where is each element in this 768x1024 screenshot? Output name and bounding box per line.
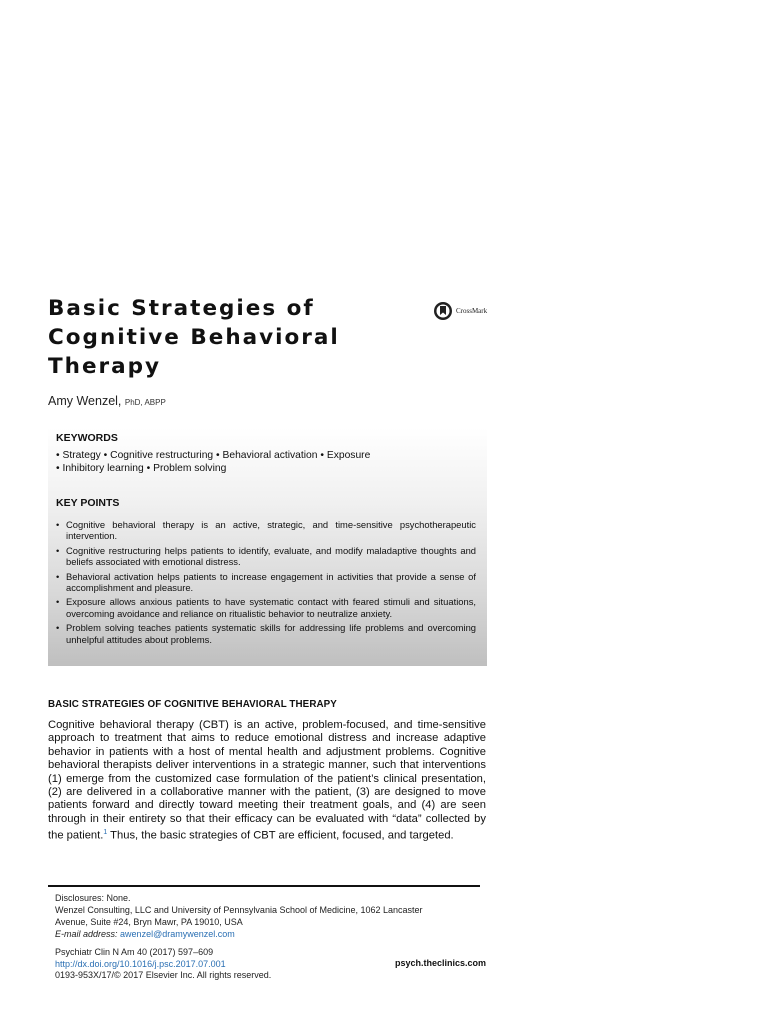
citation-link[interactable]: 1 [103,829,108,837]
title-line: Basic Strategies of [48,296,315,321]
keywords-keypoints-box [48,428,487,666]
doi-link[interactable]: http://dx.doi.org/10.1016/j.psc.2017.07.001 [55,959,226,969]
footnote-divider [48,885,480,887]
keywords-heading: KEYWORDS [56,432,118,444]
crossmark-icon [433,301,453,321]
body-paragraph: Cognitive behavioral therapy (CBT) is an active, problem-focused, and time-sensitive approach to treatment that aims to reduce emotional distress and increase adaptive behavior in patients with a host of mental health and adjustment problems. Cognitive behavioral therapists deliver interventions in a strategic manner, such that interventions (1) emerge from the customized case formulation of the patient’s clinical presentation, (2) are delivered in a collaborative manner with the patient, (3) are designed to move patients forward and directly toward meeting their treatment goals, and (4) are seen through in their entirety so that their efficacy can be evaluated with “data” collected by the patient.$^1$ Thus, the basic strategies of CBT are efficient, focused, and targeted. [48,719,486,842]
crossmark-badge[interactable] [433,300,493,322]
key-point-item: • Exposure allows anxious patients to have systematic contact with feared stimuli and situations, overcoming avoidance and reliance on ritualistic behavior to neutralize anxiety. [56,596,476,619]
affiliation-line: Avenue, Suite #24, Bryn Mawr, PA 19010, USA [55,917,243,927]
title-line: Cognitive Behavioral [48,325,340,350]
key-point-item: • Cognitive restructuring helps patients to identify, evaluate, and modify maladaptive thoughts and beliefs associated with emotional distress. [56,544,476,568]
title-line: Therapy [48,354,162,379]
section-heading: BASIC STRATEGIES OF COGNITIVE BEHAVIORAL THERAPY [48,699,337,710]
key-points-list [56,519,476,648]
affiliation-line: Wenzel Consulting, LLC and University of Pennsylvania School of Medicine, 1062 Lancaster [55,905,423,915]
journal-citation: Psychiatr Clin N Am 40 (2017) 597–609 [55,947,214,957]
email-link[interactable]: awenzel@dramywenzel.com [120,929,235,939]
author-credentials: PhD, ABPP [124,398,166,407]
key-point-item: • Behavioral activation helps patients to increase engagement in activities that provide a sense of accomplishment and pleasure. [56,570,476,594]
keywords-line: • Strategy • Cognitive restructuring • Behavioral activation • Exposure [56,450,371,461]
key-point-item: • Problem solving teaches patients systematic skills for addressing life problems and overcoming unhelpful attitudes about problems. [56,622,476,645]
author-name: Amy Wenzel, [48,394,122,408]
keywords-line: • Inhibitory learning • Problem solving [56,463,227,474]
email-line [55,929,235,939]
crossmark-label: CrossMark [456,307,488,315]
journal-site[interactable]: psych.theclinics.com [394,958,486,968]
disclosures-note: Disclosures: None. [55,893,131,903]
email-label: E-mail address: [55,929,118,939]
author-line [48,394,166,408]
copyright-line: 0193-953X/17/© 2017 Elsevier Inc. All rights reserved. [55,970,272,980]
key-point-item: • Cognitive behavioral therapy is an active, strategic, and time-sensitive psychotherapeutic intervention. [56,519,476,542]
key-points-heading: KEY POINTS [56,497,120,509]
article-title [48,294,408,381]
